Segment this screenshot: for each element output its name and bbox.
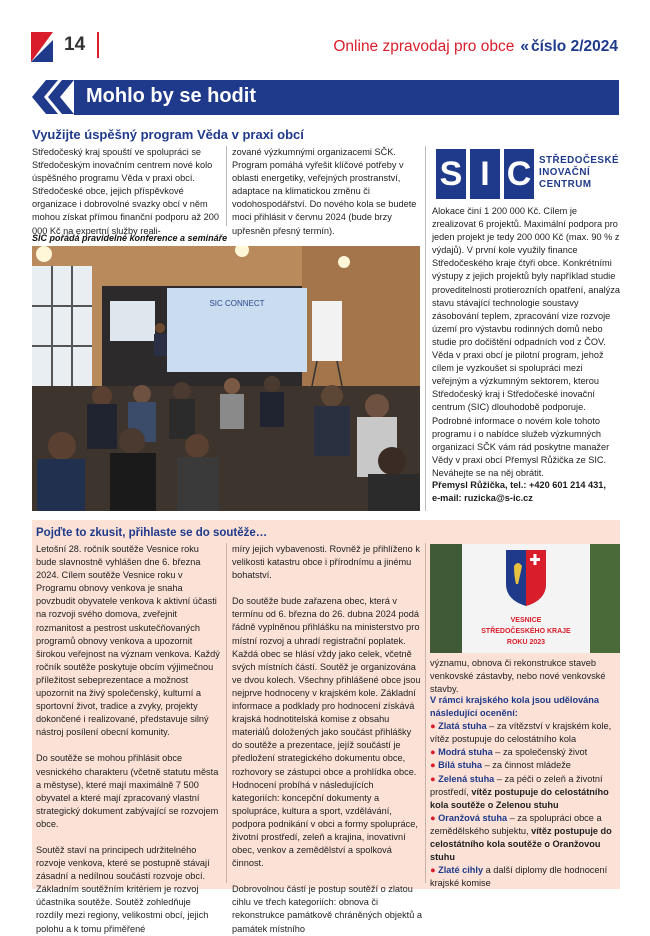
bullet-icon: ● [430,812,436,823]
article-headline: Pojďte to zkusit, přihlaste se do soutěže… [36,527,268,539]
issue-number: číslo 2/2024 [530,38,618,55]
article-column [432,205,622,480]
article-column [232,146,419,238]
bullet-icon: ● [430,773,436,784]
award-name: Zlatá stuha [438,721,487,732]
award-desc: – za vítězství v krajském kole, vítěz postupuje do celostátního kola [430,721,612,745]
paragraph: míry jejich vybavenosti. Rovněž je přihlíženo k velikosti katastru obce i přírodnímu a jinému bohatství. [232,544,420,581]
award-desc: – za společenský život [492,747,588,758]
bullet-icon: ● [430,747,436,758]
column-divider [425,543,426,883]
article-column [430,657,622,696]
section-title: Mohlo by se hodit [86,85,256,107]
award-name: Zelená stuha [438,773,495,784]
award-item [430,812,622,864]
paragraph: Středočeský kraj spouští ve spolupráci se Středočeským inovačním centrem nové kolo úspěšného programu Věda v praxi obcí. Středočeské obce, jejich příspěvkové organizace i dobrovolné svazky obcí v něm mohou získat přímou finanční podporu až 200 000 Kč na expertní služby reali- [32,147,219,236]
paragraph: Do soutěže bude zařazena obec, která v termínu od 6. března do 26. dubna 2024 podá řádně vyplněnou přihlášku na ministerstvo pro místní rozvoj a uhradí registrační poplatek. Každá obec se hlásí vždy jako celek, včetně svých místních částí. Soutěž je organizována ve dvou kolech. Všechny přihlášené obce jsou nejprve hodnoceny v krajském kole. Základní informace a podklady pro hodnocení získává krajská hodnotitelská komise z obsahu materiálů doložených jako součást přihlášky do soutěže a prezentace, jejíž součástí je předložení strategického dokumentu obce, rozhovory se zástupci obce a prohlídka obce. Hodnocení probíhá v následujících kategoriích: koncepční dokumenty a spolupráce, kultura a sport, vzdělávání, podpora podnikání v obci a formy spolupráce, životní prostředí, zeleň a krajina, inovativní obec, venkov a zemědělství a spolková činnost. [232,596,421,869]
award-name: Zlaté cihly [438,865,484,876]
article-column [32,146,220,238]
header-divider [97,32,99,58]
awards-intro: V rámci krajského kola jsou udělována následující ocenění: [430,695,600,719]
village-sign-photo [430,544,620,653]
article-headline: Využijte úspěšný program Věda v praxi obcí [32,127,304,142]
publication-header [333,38,618,56]
paragraph: zované výzkumnými organizacemi SČK. Program pomáhá vyřešit klíčové potřeby v oblasti energetiky, veřejných prostranství, adaptace na klimatickou změnu či vodohospodářství. Do nového kola se budete moci přihlásit v červnu 2024 (bude brzy upřesněn přesný termín). [232,147,417,236]
contact-phone: Přemysl Růžička, tel.: +420 601 214 431, [432,480,606,490]
bullet-icon: ● [430,865,436,876]
paragraph: Do soutěže se mohou přihlásit obce vesnického charakteru (včetně statutu města a městyse), které mají maximálně 7 500 obyvatel a které mají zpracovaný vlastní strategický dokument zabývající se rozvojem obce. [36,753,219,829]
sign-line: STŘEDOČESKÉHO KRAJE [481,628,571,635]
contact-email[interactable]: e-mail: ruzicka@s-ic.cz [432,493,533,504]
award-name: Oranžová stuha [438,812,508,823]
article-column [232,543,422,936]
award-note: vítěz postupuje do celostátního kola soutěže o Oranžovou stuhu [430,825,612,863]
paragraph: Věda v praxi obcí je pilotní program, jehož cílem je vyzkoušet si spolupráci mezi veřejným a výzkumným sektorem, kterou Středočeský kraj i Středočeské inovační centrum (SIC) dlouhodobě podporuje. Podrobné informace o novém kole tohoto programu i o nabídce služeb výzkumných organizací SČK vám rád poskytne manažer Vědy v praxi obcí Přemysl Růžička ze SIC. Neváhejte se na něj obrátit. [432,350,610,478]
logo-letter: S [436,149,466,199]
award-desc: a další diplomy dle hodnocení krajské komise [430,865,608,889]
chevron-left-icon: « [520,38,526,55]
paragraph: významu, obnova či rekonstrukce staveb venkovské zástavby, nebo nové venkovské stavby. [430,658,606,695]
photo-caption: SIC pořádá pravidelné konference a semináře [32,233,228,243]
paragraph: Dobrovolnou částí je postup soutěží o zlatou cihlu ve třech kategoriích: obnova či rekonstrukce památkově chráněných objektů a památek místního [232,884,422,934]
publication-name: Online zpravodaj pro obce [333,38,515,55]
paragraph: Letošní 28. ročník soutěže Vesnice roku bude slavnostně vyhlášen dne 6. března 2024. Cílem soutěže Vesnice roku v Programu obnovy venkova je snaha povzbudit obyvatele venkova k aktivní účasti na rozvoji svého domova, zveřejnit rozmanitost a pestrost uskutečňovaných programů obnovy venkova a upozornit širokou veřejnost na význam venkova. Každý ročník soutěže poskytuje obcím výjimečnou příležitost sebeprezentace a možnost upozornit na živý společenský, kulturní a sportovní život, tradice a zvyky, projekty dokončené i realizované, představuje silný nástroj posílení obecní komunity. [36,544,220,738]
logo-line: STŘEDOČESKÉ [539,155,620,166]
award-desc: – za spolupráci obce a zemědělského subjektu, [430,812,602,836]
logo-letter: C [504,149,534,199]
column-divider [226,543,227,883]
conference-photo [32,246,420,511]
article-column [36,543,220,936]
screen-text: SIC CONNECT [209,299,265,308]
column-divider [425,146,426,511]
award-name: Modrá stuha [438,747,493,758]
logo-wordmark [539,155,619,192]
award-item [430,720,622,746]
award-note: vítěz postupuje do celostátního kola soutěže o Zelenou stuhu [430,786,609,810]
award-desc: – za péči o zeleň a životní prostředí, [430,773,603,797]
bullet-icon: ● [430,760,436,771]
awards-list [430,694,622,890]
corner-flag-icon [31,32,53,62]
paragraph: Soutěž staví na principech udržitelného rozvoje venkova, které se postupně stávají zásadní a nedílnou součástí rozvoje obcí. Základním soutěžním kritériem je rozvoj účastníka soutěže. Soutěž zohledňuje rozdíly mezi regiony, velikostmi obcí, jejich polohu a k tomu přiměřené [36,844,210,934]
sign-line: ROKU 2023 [506,639,546,646]
award-item [430,746,622,759]
award-item [430,759,622,772]
logo-letter: I [470,149,500,199]
contact-info [432,479,606,505]
paragraph: Alokace činí 1 200 000 Kč. Cílem je zrealizovat 6 projektů. Maximální podpora pro jeden projekt je tedy 200 000 Kč (max. 90 % z výdajů). V první kole využily finance Středočeského kraje čtyři obce. Konkrétními výstupy z jejich projektů byly například studie proveditelnosti protierozních opatření, analýza stavu stávající technologie soustavy zásobování teplem, zpracování vize rozvoje území pro výstavbu rodinných domů nebo studie pro dočištění odpadních vod z ČOV. [432,206,620,347]
award-desc: – za činnost mládeže [482,760,571,771]
sic-logo [436,149,621,201]
award-item [430,864,622,890]
award-name: Bílá stuha [438,760,483,771]
column-divider [226,146,227,226]
sign-line: VESNICE [510,617,542,624]
bullet-icon: ● [430,721,436,732]
award-item [430,773,622,812]
logo-line: INOVAČNÍ [539,167,591,179]
logo-line: CENTRUM [539,179,592,191]
page-number: 14 [64,34,86,55]
